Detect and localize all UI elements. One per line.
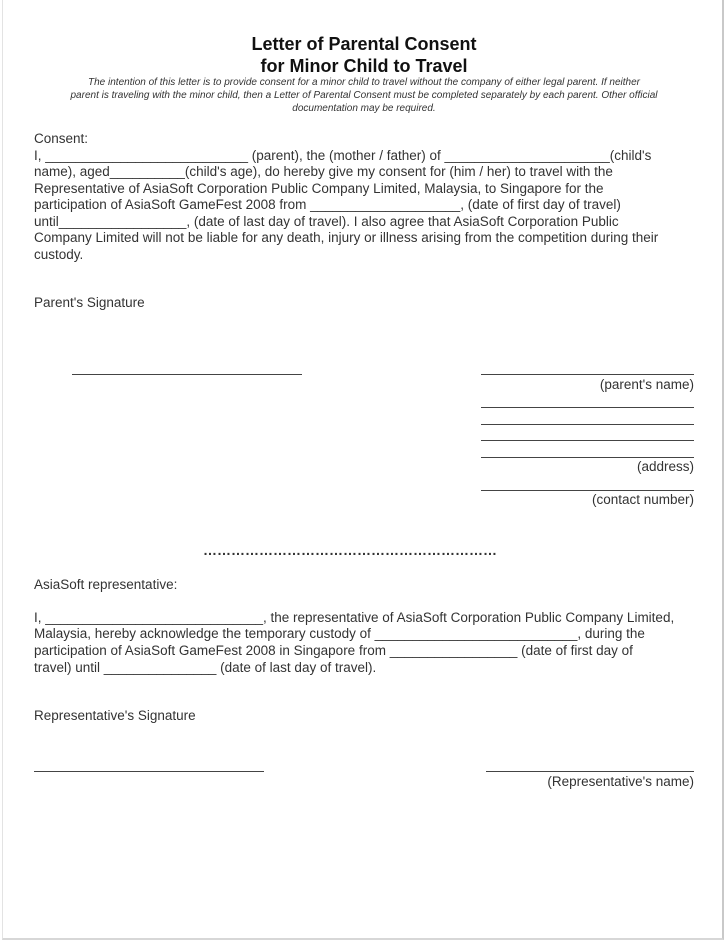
parent-signature-label: Parent's Signature bbox=[34, 295, 145, 310]
intro-line-3: documentation may be required. bbox=[292, 103, 436, 114]
rep-signature-label: Representative's Signature bbox=[34, 708, 196, 723]
section-separator: ……………………………………………………… bbox=[203, 542, 497, 558]
title-line-2: for Minor Child to Travel bbox=[260, 56, 468, 76]
rep-line-4: travel) until _______________ (date of last day of travel). bbox=[34, 660, 377, 675]
page-frame bbox=[2, 0, 724, 940]
address-line-1 bbox=[481, 407, 694, 408]
consent-line-1: I, ___________________________ (parent), the (mother / father) of ______________________(child's bbox=[34, 148, 652, 163]
rep-name-line bbox=[486, 771, 694, 772]
parents-name-label: (parent's name) bbox=[599, 377, 694, 392]
address-line-3 bbox=[481, 440, 694, 441]
address-line-4 bbox=[481, 457, 694, 458]
rep-line-2: Malaysia, hereby acknowledge the temporary custody of ___________________________, during the bbox=[34, 626, 645, 641]
parents-name-line bbox=[481, 374, 694, 375]
rep-line-1: I, _____________________________, the representative of AsiaSoft Corporation Public Company Limited, bbox=[34, 610, 675, 625]
address-line-2 bbox=[481, 424, 694, 425]
consent-line-7: custody. bbox=[34, 247, 84, 262]
consent-line-4: participation of AsiaSoft GameFest 2008 from ____________________, (date of first day of travel) bbox=[34, 197, 621, 212]
intro-line-1: The intention of this letter is to provide consent for a minor child to travel without the company of either legal parent. If neither bbox=[88, 77, 640, 88]
consent-line-3: Representative of AsiaSoft Corporation Public Company Limited, Malaysia, to Singapore for the bbox=[34, 181, 604, 196]
rep-heading: AsiaSoft representative: bbox=[34, 577, 178, 592]
rep-line-3: participation of AsiaSoft GameFest 2008 in Singapore from _________________ (date of first day of bbox=[34, 643, 633, 658]
consent-line-2: name), aged__________(child's age), do hereby give my consent for (him / her) to travel with the bbox=[34, 164, 613, 179]
rep-signature-line bbox=[34, 771, 264, 772]
contact-line bbox=[481, 490, 694, 491]
contact-label: (contact number) bbox=[591, 492, 694, 507]
consent-line-6: Company Limited will not be liable for any death, injury or illness arising from the competition during their bbox=[34, 230, 659, 245]
rep-name-label: (Representative's name) bbox=[547, 774, 694, 789]
consent-line-5: until_________________, (date of last day of travel). I also agree that AsiaSoft Corporation Public bbox=[34, 214, 619, 229]
consent-heading: Consent: bbox=[34, 131, 89, 146]
intro-line-2: parent is traveling with the minor child, then a Letter of Parental Consent must be completed separately by each parent. Other official bbox=[70, 90, 658, 101]
parent-signature-line bbox=[72, 374, 302, 375]
title-line-1: Letter of Parental Consent bbox=[251, 34, 477, 54]
address-label: (address) bbox=[636, 459, 694, 474]
